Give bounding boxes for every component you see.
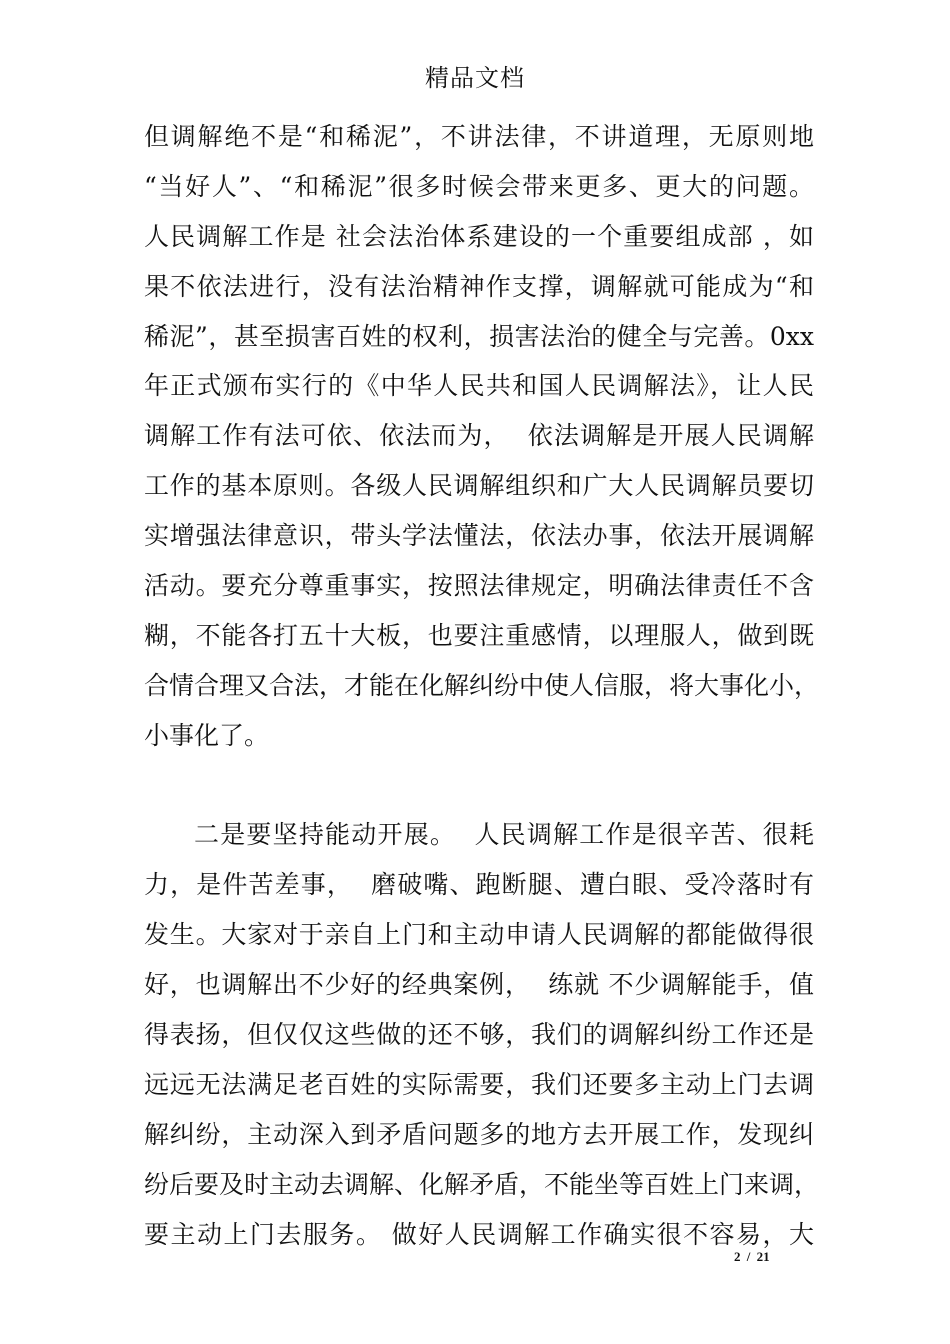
text-line: 糊，不能各打五十大板，也要注重感情，以理服人，做到既 [144,620,814,650]
text-line: “当好人”、“和稀泥”很多时候会带来更多、更大的问题。 [144,171,814,201]
text-line: 力，是件苦差事， 磨破嘴、跑断腿、遭白眼、受冷落时有 [144,870,814,900]
text-line: 远远无法满足老百姓的实际需要，我们还要多主动上门去调 [144,1069,814,1099]
text-line: 实增强法律意识，带头学法懂法，依法办事，依法开展调解 [144,521,814,551]
page-number: 2 / 21 [734,1249,770,1264]
text-line: 小事化了。 [144,720,270,750]
text-line: 年正式颁布实行的《中华人民共和国人民调解法》，让人民 [144,371,814,401]
page-header-title: 精品文档 [425,64,525,92]
text-line: 二是要坚持能动开展。 人民调解工作是很辛苦、很耗 [194,820,814,850]
text-line: 好，也调解出不少好的经典案例， 练就 不少调解能手，值 [144,970,814,1000]
text-line: 解纠纷，主动深入到矛盾问题多的地方去开展工作，发现纠 [144,1119,814,1149]
text-line: 得表扬，但仅仅这些做的还不够，我们的调解纠纷工作还是 [144,1020,814,1050]
text-line: 发生。大家对于亲自上门和主动申请人民调解的都能做得很 [144,920,814,950]
text-line: 要主动上门去服务。 做好人民调解工作确实很不容易，大 [144,1219,814,1249]
text-line: 工作的基本原则。各级人民调解组织和广大人民调解员要切 [144,471,814,501]
text-line: 人民调解工作是 社会法治体系建设的一个重要组成部 ，如 [144,221,814,251]
text-line: 稀泥”，甚至损害百姓的权利，损害法治的健全与完善。0xx [144,321,814,351]
body-text [144,112,820,1259]
text-line: 纷后要及时主动去调解、化解矛盾，不能坐等百姓上门来调， [144,1169,820,1199]
text-line: 但调解绝不是“和稀泥”，不讲法律，不讲道理，无原则地 [144,122,814,151]
text-line: 活动。要充分尊重事实，按照法律规定，明确法律责任不含 [144,571,814,601]
text-line: 果不依法进行，没有法治精神作支撑，调解就可能成为“和 [144,271,814,301]
paragraph-gap [144,761,814,811]
text-line: 调解工作有法可依、依法而为， 依法调解是开展人民调解 [144,421,814,451]
text-line: 合情合理又合法，才能在化解纠纷中使人信服，将大事化小， [144,670,820,700]
